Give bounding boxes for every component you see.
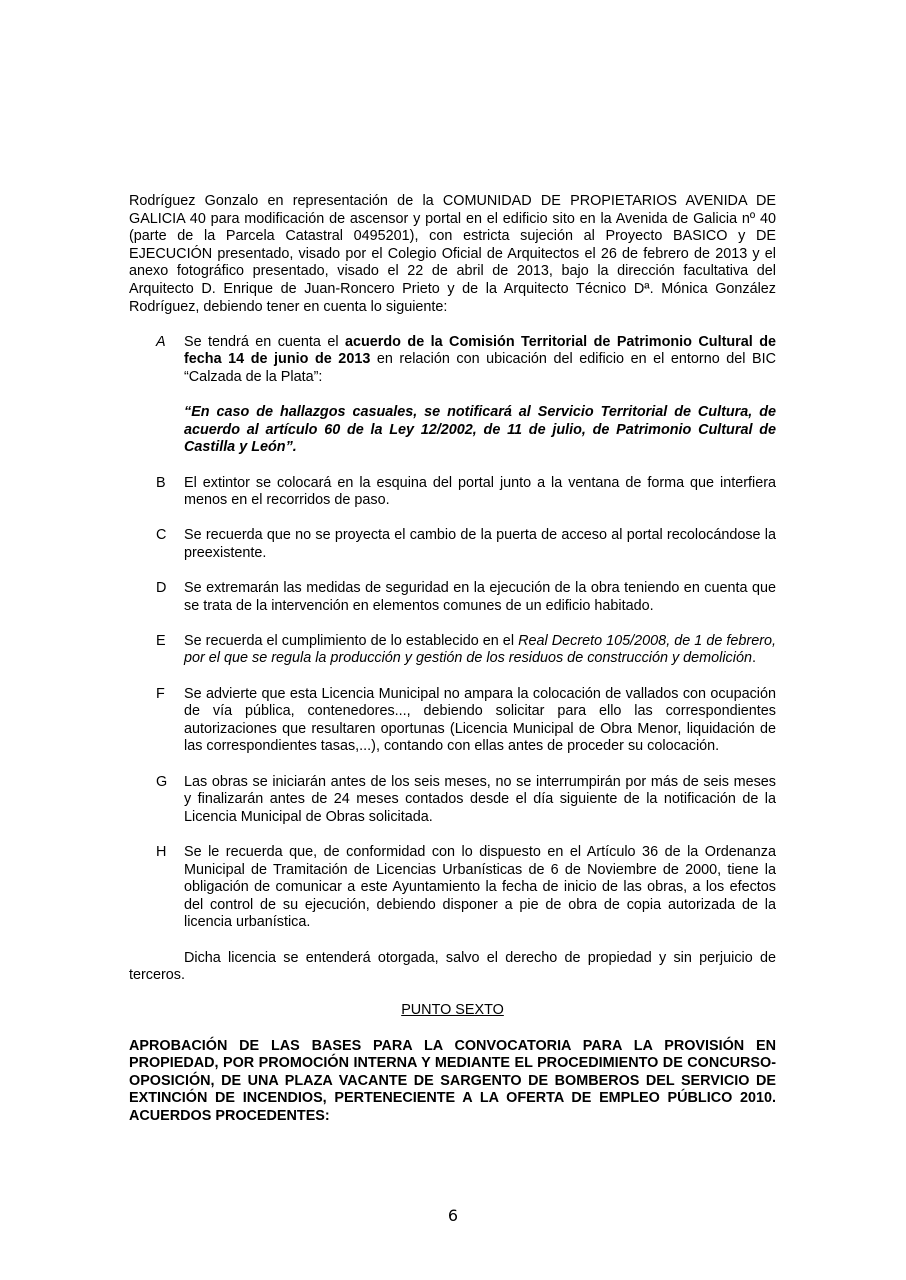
item-letter: C	[156, 527, 167, 544]
item-text: Se extremarán las medidas de seguridad en la ejecución de la obra teniendo en cuenta que se trata de la intervención en elementos comunes de un edificio habitado.	[184, 580, 776, 614]
quote-text: “En caso de hallazgos casuales, se notificará al Servicio Territorial de Cultura, de acuerdo al artículo 60 de la Ley 12/2002, de 11 de julio, de Patrimonio Cultural de Castilla y León”.	[184, 404, 776, 456]
list-item-h	[129, 844, 776, 932]
list-item-b	[129, 475, 776, 510]
list-item-a	[129, 334, 776, 457]
item-letter: A	[156, 333, 166, 350]
item-letter: H	[156, 843, 167, 860]
list-item-c	[129, 527, 776, 562]
section-title: APROBACIÓN DE LAS BASES PARA LA CONVOCATORIA PARA LA PROVISIÓN EN PROPIEDAD, POR PROMOCIÓN INTERNA Y MEDIANTE EL PROCEDIMIENTO DE CONCURSO-OPOSICIÓN, DE UNA PLAZA VACANTE DE SARGENTO DE BOMBEROS DEL SERVICIO DE EXTINCIÓN DE INCENDIOS, PERTENECIENTE A LA OFERTA DE EMPLEO PÚBLICO 2010. ACUERDOS PROCEDENTES:	[129, 1037, 776, 1124]
item-text: Las obras se iniciarán antes de los seis meses, no se interrumpirán por más de seis meses y finalizarán antes de 24 meses contados desde el día siguiente de la notificación de la Licencia Municipal de Obras solicitada.	[184, 773, 776, 825]
item-letter: B	[156, 474, 166, 491]
page-number: 6	[447, 1206, 459, 1225]
item-letter: D	[156, 580, 167, 597]
list-item-g	[129, 774, 776, 827]
item-text: Se advierte que esta Licencia Municipal no ampara la colocación de vallados con ocupación de vía pública, contenedores..., debiendo solicitar para ello las correspondientes autorizaciones que resultaren oportunas (Licencia Municipal de Obra Menor, liquidación de las correspondientes tasas,...), contando con ellas antes de proceder su colocación.	[184, 685, 776, 755]
item-text: Se recuerda que no se proyecta el cambio de la puerta de acceso al portal recolocándose la preexistente.	[184, 527, 776, 561]
closing-paragraph: Dicha licencia se entenderá otorgada, salvo el derecho de propiedad y sin perjuicio de terceros.	[129, 949, 776, 984]
section-heading: PUNTO SEXTO	[401, 1002, 504, 1019]
document-body	[129, 193, 776, 1125]
item-text: Se tendrá en cuenta el acuerdo de la Comisión Territorial de Patrimonio Cultural de fecha 14 de junio de 2013 en relación con ubicación del edificio en el entorno del BIC “Calzada de la Plata”:	[184, 333, 777, 385]
intro-paragraph: Rodríguez Gonzalo en representación de la COMUNIDAD DE PROPIETARIOS AVENIDA DE GALICIA 40 para modificación de ascensor y portal en el edificio sito en la Avenida de Galicia nº 40 (parte de la Parcela Catastral 0495201), con estricta sujeción al Proyecto BASICO y DE EJECUCIÓN presentado, visado por el Colegio Oficial de Arquitectos el 26 de febrero de 2013 y el anexo fotográfico presentado, visado el 22 de abril de 2013, bajo la dirección facultativa del Arquitecto D. Enrique de Juan-Roncero Prieto y de la Arquitecto Técnico Dª. Mónica González Rodríguez, debiendo tener en cuenta lo siguiente:	[129, 193, 776, 315]
item-letter: G	[156, 773, 168, 790]
list-item-d	[129, 580, 776, 615]
item-letter: E	[156, 632, 166, 649]
item-text: Se recuerda el cumplimiento de lo establecido en el Real Decreto 105/2008, de 1 de febrero, por el que se regula la producción y gestión de los residuos de construcción y demolición.	[184, 632, 777, 667]
list-item-f	[129, 686, 776, 756]
list-item-e	[129, 633, 776, 668]
item-letter: F	[156, 685, 165, 702]
item-text: Se le recuerda que, de conformidad con lo dispuesto en el Artículo 36 de la Ordenanza Municipal de Tramitación de Licencias Urbanísticas de 6 de Noviembre de 2000, tiene la obligación de comunicar a este Ayuntamiento la fecha de inicio de las obras, a los efectos del control de su ejecución, debiendo disponer a pie de obra de copia autorizada de la licencia urbanística.	[184, 843, 776, 931]
item-text: El extintor se colocará en la esquina del portal junto a la ventana de forma que interfiera menos en el recorridos de paso.	[184, 474, 776, 509]
